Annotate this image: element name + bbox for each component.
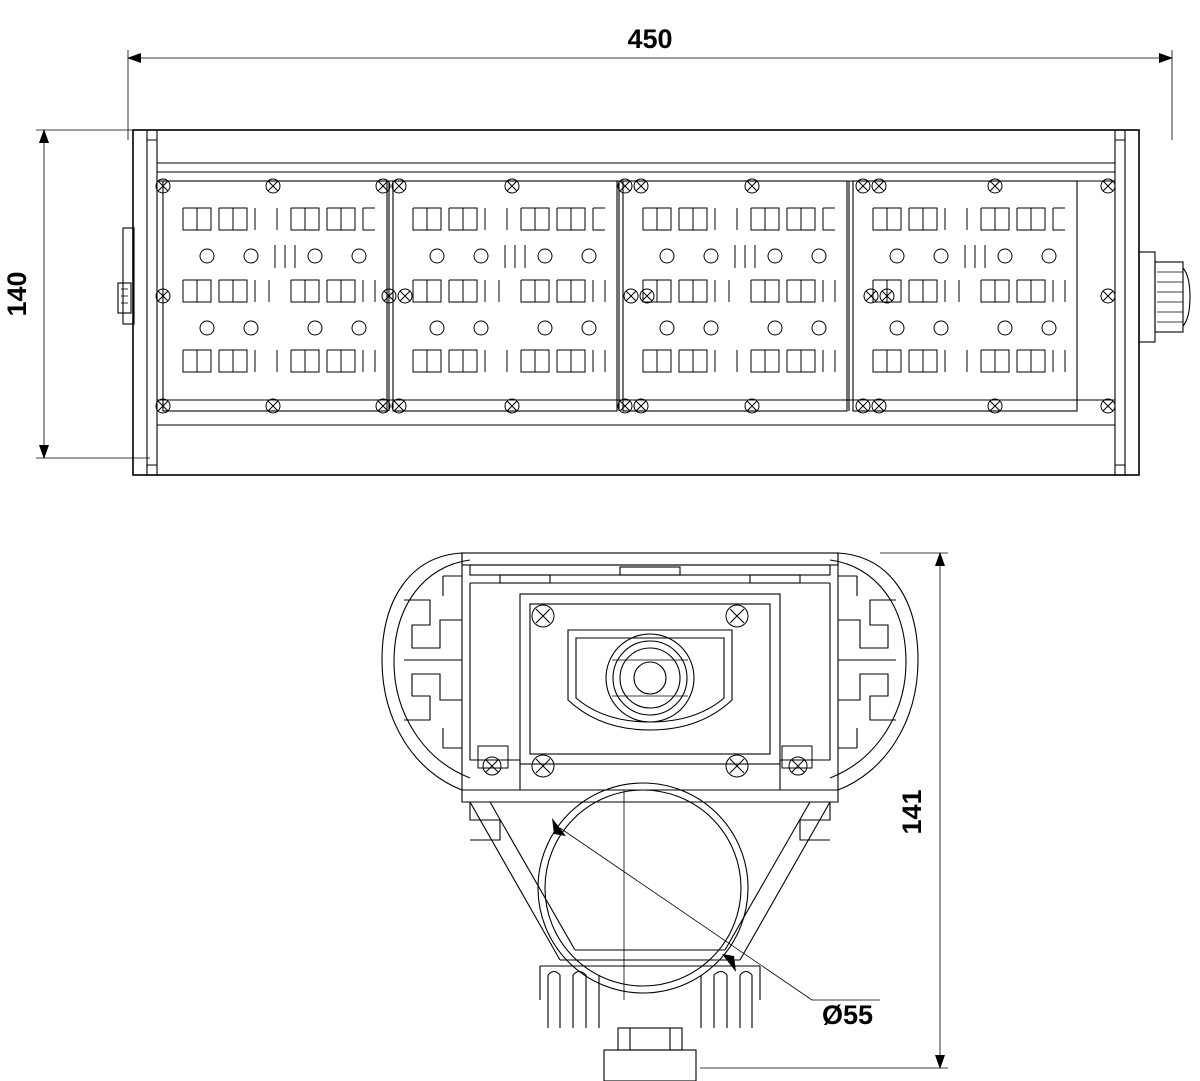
cable-gland [1139, 252, 1190, 342]
mounting-bracket [470, 583, 830, 790]
lens-array [183, 208, 1065, 372]
dimension-width-450 [128, 50, 1172, 140]
dimension-label-depth: 141 [897, 789, 927, 835]
dimension-label-width: 450 [627, 24, 673, 54]
pole-clamp-body [462, 783, 838, 1081]
dimension-label-height: 140 [2, 271, 32, 317]
top-plate [462, 553, 838, 583]
dimension-pole-diameter [560, 828, 880, 1000]
dimension-label-pole-diameter: Ø55 [822, 1000, 874, 1030]
mounting-screws [156, 179, 1115, 413]
front-view [118, 130, 1190, 475]
led-module-panels [163, 181, 1077, 411]
